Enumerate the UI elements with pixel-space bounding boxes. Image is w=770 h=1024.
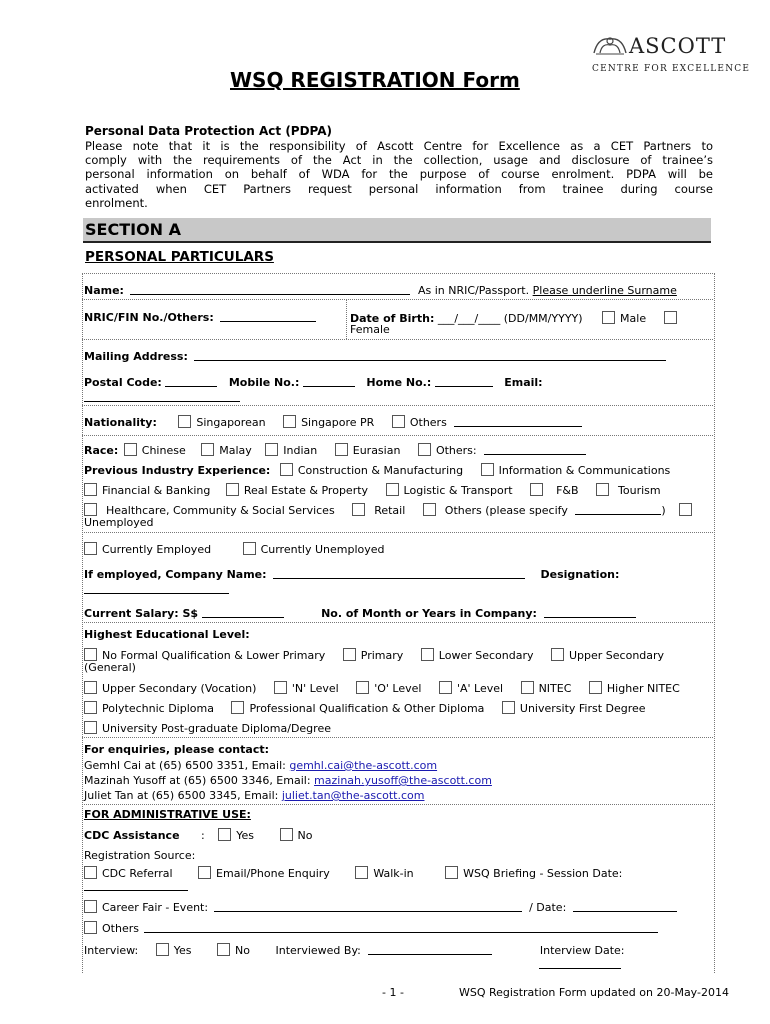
race-label: Race: [84,444,119,457]
cdc-no-label: No [297,829,313,842]
nat-others-input[interactable] [454,416,582,427]
ind-realestate-label: Real Estate & Property [243,484,369,497]
edu-hnitec-label: Higher NITEC [606,682,680,695]
mailing-label: Mailing Address: [84,350,188,363]
ind-logistic-label: Logistic & Transport [403,484,513,497]
ind-health-checkbox[interactable] [84,503,97,516]
contact-text: Gemhl Cai at (65) 6500 3351, Email: [84,759,286,772]
edu-n-checkbox[interactable] [274,681,287,694]
contacts-heading: For enquiries, please contact: [84,743,269,756]
postal-label: Postal Code: [84,376,162,389]
company-label: If employed, Company Name: [84,568,267,581]
contact-email-link[interactable]: juliet.tan@the-ascott.com [281,789,425,802]
career-date-label: / Date: [529,901,567,914]
edu-noformal-label: No Formal Qualification & Lower Primary [102,649,326,662]
contact-email-link[interactable]: gemhl.cai@the-ascott.com [289,759,438,772]
salary-label: Current Salary: S$ [84,607,199,620]
name-note: As in NRIC/Passport. [417,284,530,297]
race-eurasian-checkbox[interactable] [335,443,348,456]
ind-logistic-checkbox[interactable] [386,483,399,496]
ind-finance-checkbox[interactable] [84,483,97,496]
edu-n-label: 'N' Level [291,682,339,695]
pdpa-line: Please note that it is the responsibility of Ascott Centre for Excellence as a CET Partners to [85,139,713,153]
unemployed-checkbox[interactable] [679,503,692,516]
male-label: Male [620,312,647,325]
others-source-input[interactable] [144,922,658,933]
industry-label: Previous Industry Experience: [84,464,271,477]
nat-others-label: Others [409,416,447,429]
email-enquiry-label: Email/Phone Enquiry [216,867,330,880]
edu-prof-label: Professional Qualification & Other Diploma [249,702,485,715]
ind-retail-checkbox[interactable] [352,503,365,516]
cdc-referral-label: CDC Referral [102,867,173,880]
interview-no-label: No [235,944,250,957]
ind-finance-label: Financial & Banking [102,484,211,497]
interview-no-checkbox[interactable] [217,943,230,956]
form-title: WSQ REGISTRATION Form [230,68,520,92]
race-eurasian-label: Eurasian [352,444,401,457]
male-checkbox[interactable] [602,311,615,324]
edu-nitec-label: NITEC [538,682,572,695]
nationality-label: Nationality: [84,416,157,429]
contact-text: Juliet Tan at (65) 6500 3345, Email: [84,789,279,802]
designation-input[interactable] [84,583,229,594]
briefing-date-input[interactable] [84,880,188,891]
dob-label: Date of Birth: [350,312,435,325]
unemployed-status-checkbox[interactable] [243,542,256,555]
ind-others-input[interactable] [575,504,661,515]
nat-sg-label: Singaporean [196,416,266,429]
ind-others-label: Others (please specify [444,504,568,517]
pdpa-line: comply with the requirements of the Act in the collection, usage and disclosure of trainee’s [85,153,713,168]
ind-fb-label: F&B [556,484,579,497]
interview-date-label: Interview Date: [539,944,625,957]
others-source-label: Others [102,922,139,935]
race-others-checkbox[interactable] [418,443,431,456]
edu-pg-checkbox[interactable] [84,721,97,734]
edu-uni-label: University First Degree [519,702,646,715]
edu-uppersec-voc-checkbox[interactable] [84,681,97,694]
career-date-input[interactable] [573,901,677,912]
race-others-label: Others: [435,444,477,457]
email-enquiry-checkbox[interactable] [198,866,211,879]
employed-checkbox[interactable] [84,542,97,555]
edu-prof-checkbox[interactable] [231,701,244,714]
edu-primary-label: Primary [360,649,404,662]
name-input[interactable] [130,284,410,295]
edu-label: Highest Educational Level: [84,628,250,641]
interview-date-input[interactable] [539,958,621,969]
ind-retail-label: Retail [374,504,406,517]
ind-realestate-checkbox[interactable] [226,483,239,496]
race-indian-checkbox[interactable] [265,443,278,456]
edu-uppersec-label: Upper Secondary [568,649,665,662]
edu-hnitec-checkbox[interactable] [589,681,602,694]
edu-o-checkbox[interactable] [356,681,369,694]
mobile-input[interactable] [303,376,355,387]
months-input[interactable] [544,607,636,618]
wsq-briefing-checkbox[interactable] [445,866,458,879]
frame-top [82,273,713,274]
edu-primary-checkbox[interactable] [343,648,356,661]
interviewed-by-label: Interviewed By: [275,944,361,957]
name-underline-note: Please underline Surname [532,284,677,297]
edu-lowersec-checkbox[interactable] [421,648,434,661]
ind-tourism-checkbox[interactable] [596,483,609,496]
cdc-label: CDC Assistance [84,829,180,842]
reg-source-label: Registration Source: [84,849,196,862]
cdc-referral-checkbox[interactable] [84,866,97,879]
pdpa-heading: Personal Data Protection Act (PDPA) [85,124,333,138]
logo-tagline: CENTRE FOR EXCELLENCE [592,64,751,74]
admin-heading: FOR ADMINISTRATIVE USE: [84,808,251,821]
edu-lowersec-label: Lower Secondary [438,649,534,662]
edu-uppersec-voc-label: Upper Secondary (Vocation) [102,682,257,695]
ind-info-checkbox[interactable] [481,463,494,476]
designation-label: Designation: [540,568,620,581]
ind-tourism-label: Tourism [618,484,661,497]
pdpa-line: personal information on behalf of WDA for the purpose of course enrolment. PDPA will be [85,167,713,182]
edu-o-label: 'O' Level [374,682,422,695]
crest-icon [592,33,628,59]
postal-input[interactable] [165,376,217,387]
nat-pr-label: Singapore PR [301,416,375,429]
cdc-yes-checkbox[interactable] [218,828,231,841]
career-event-input[interactable] [214,901,522,912]
career-fair-label: Career Fair - Event: [102,901,209,914]
nat-sg-checkbox[interactable] [178,415,191,428]
walkin-label: Walk-in [373,867,414,880]
cdc-no-checkbox[interactable] [280,828,293,841]
edu-a-checkbox[interactable] [439,681,452,694]
months-label: No. of Month or Years in Company: [321,607,537,620]
others-source-checkbox[interactable] [84,921,97,934]
race-malay-label: Malay [219,444,252,457]
mailing-input[interactable] [194,350,666,361]
ind-construction-label: Construction & Manufacturing [297,464,464,477]
wsq-briefing-label: WSQ Briefing - Session Date: [463,867,623,880]
email-input[interactable] [84,391,240,402]
ind-fb-checkbox[interactable] [530,483,543,496]
interview-yes-label: Yes [173,944,192,957]
edu-poly-label: Polytechnic Diploma [102,702,214,715]
logo-brand: ASCOTT [629,34,727,58]
edu-poly-checkbox[interactable] [84,701,97,714]
edu-pg-label: University Post-graduate Diploma/Degree [102,722,331,735]
nat-others-checkbox[interactable] [392,415,405,428]
interviewed-by-input[interactable] [368,944,492,955]
pdpa-line: activated when CET Partners request personal information from trainee during course [85,181,713,196]
ind-construction-checkbox[interactable] [280,463,293,476]
pdpa-text [85,139,713,210]
walkin-checkbox[interactable] [355,866,368,879]
interview-yes-checkbox[interactable] [156,943,169,956]
career-fair-checkbox[interactable] [84,900,97,913]
edu-general-label: (General) [84,661,136,674]
nric-input[interactable] [220,311,316,322]
subsection-title: PERSONAL PARTICULARS [85,249,274,265]
nat-pr-checkbox[interactable] [283,415,296,428]
edu-a-label: 'A' Level [456,682,504,695]
pdpa-line: enrolment. [85,195,148,210]
ind-health-label: Healthcare, Community & Social Services [106,504,335,517]
page-number: - 1 - [382,986,404,999]
ind-others-checkbox[interactable] [423,503,436,516]
section-title: SECTION A [85,220,182,239]
edu-noformal-checkbox[interactable] [84,648,97,661]
section-header [83,218,711,243]
interview-label: Interview: [84,944,139,957]
salary-input[interactable] [202,607,284,618]
company-input[interactable] [273,568,525,579]
footer-note: WSQ Registration Form updated on 20-May-2014 [459,986,729,999]
employed-label: Currently Employed [102,543,212,556]
name-label: Name: [84,284,124,297]
cdc-yes-label: Yes [236,829,255,842]
female-label: Female [350,323,390,336]
mobile-label: Mobile No.: [228,376,300,389]
race-others-input[interactable] [484,444,586,455]
edu-uppersec-checkbox[interactable] [551,648,564,661]
home-input[interactable] [435,376,493,387]
female-checkbox[interactable] [664,311,677,324]
logo [592,33,751,78]
race-chinese-label: Chinese [141,444,186,457]
race-indian-label: Indian [283,444,318,457]
edu-nitec-checkbox[interactable] [521,681,534,694]
contact-text: Mazinah Yusoff at (65) 6500 3346, Email: [84,774,311,787]
contact-email-link[interactable]: mazinah.yusoff@the-ascott.com [314,774,492,787]
race-malay-checkbox[interactable] [201,443,214,456]
edu-uni-checkbox[interactable] [502,701,515,714]
unemployed-label: Unemployed [84,516,154,529]
home-label: Home No.: [366,376,432,389]
unemployed-status-label: Currently Unemployed [260,543,385,556]
ind-info-label: Information & Communications [498,464,671,477]
email-label: Email: [504,376,543,389]
cdc-colon: : [201,829,205,842]
race-chinese-checkbox[interactable] [124,443,137,456]
nric-label: NRIC/FIN No./Others: [84,311,214,324]
dob-input[interactable]: ___/___/____ (DD/MM/YYYY) [437,312,583,325]
